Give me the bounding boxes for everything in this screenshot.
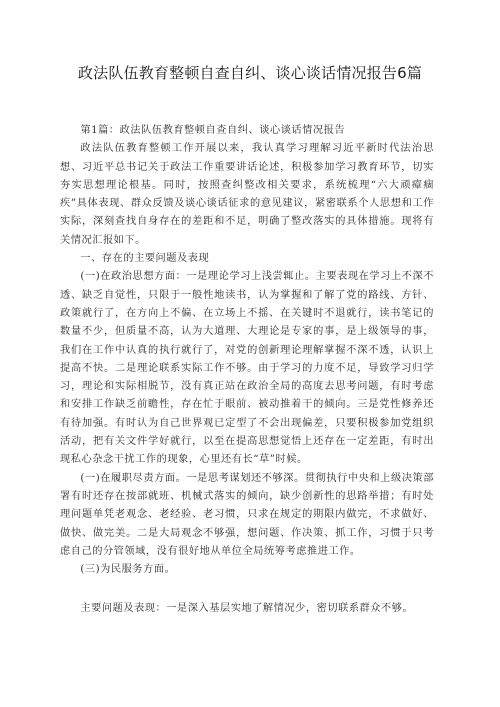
political-thought-paragraph: (一)在政治思想方面：一是理论学习上浅尝辄止。主要表现在学习上不深不透、缺乏自觉性，只限于一般性地读书，认为掌握和了解了党的路线、方针、政策就行了，在方向上不偏、在立场上不摇、在关键时不退就行，读书笔记的数量不少，但质量不高，认为大道理、大理论是专家的事，是上级领导的事，我们在工作中认真的执行就行了，对党的创新理论理解掌握不深不透，认识上提高不快。二是理论联系实际工作不够。由于学习的力度不足，导致学习归学习，理论和实际相脱节，没有真正站在政治全局的高度去思考问题，有时考虑和安排工作缺乏前瞻性，存在忙于眼前、被动推着干的倾向。三是党性修养还有待加强。有时认为自己世界观已定型了不会出现偏差，只要积极参加党组织活动，把有关文件学好就行，以至在提高思想觉悟上还存在一定差距，有时出现私心杂念干扰工作的现象，心里还有长“草”时候。 bbox=[60, 271, 434, 466]
public-service-heading: (三)为民服务方面。 bbox=[80, 564, 176, 576]
page-title: 政法队伍教育整顿自查自纠、谈心谈话情况报告6篇 bbox=[77, 64, 423, 82]
intro-paragraph: 政法队伍教育整顿工作开展以来，我认真学习理解习近平新时代法治思想、习近平总书记关于政法工作重要讲话论述，积极参加学习教育环节，切实夯实思想理论根基。同时，按照查纠整改相关要求，系统梳理“六大顽瘴痼疾”具体表现、群众反馈及谈心谈话征求的意见建议，紧密联系个人思想和工作实际，深刻查找自身存在的差距和不足，明确了整改落实的具体措施。现将有关情况汇报如下。 bbox=[60, 143, 434, 246]
document-body bbox=[60, 122, 434, 619]
section-heading: 一、存在的主要问题及表现 bbox=[80, 253, 210, 265]
public-service-paragraph: 主要问题及表现：一是深入基层实地了解情况少，密切联系群众不够。 bbox=[80, 603, 414, 615]
article-heading: 第1篇：政法队伍教育整顿自查自纠、谈心谈话情况报告 bbox=[80, 125, 346, 136]
duty-performance-paragraph: (一)在履职尽责方面。一是思考谋划还不够深。贯彻执行中央和上级决策部署有时还存在按部就班、机械式落实的倾向，缺少创新性的思路举措；有时处理问题单凭老观念、老经验、老习惯，只求在规定的期限内做完，不求做好、做快、做完美。二是大局观念不够强，想问题、作决策、抓工作，习惯于只考虑自己的分管领域，没有很好地从单位全局统筹考虑推进工作。 bbox=[60, 472, 434, 557]
